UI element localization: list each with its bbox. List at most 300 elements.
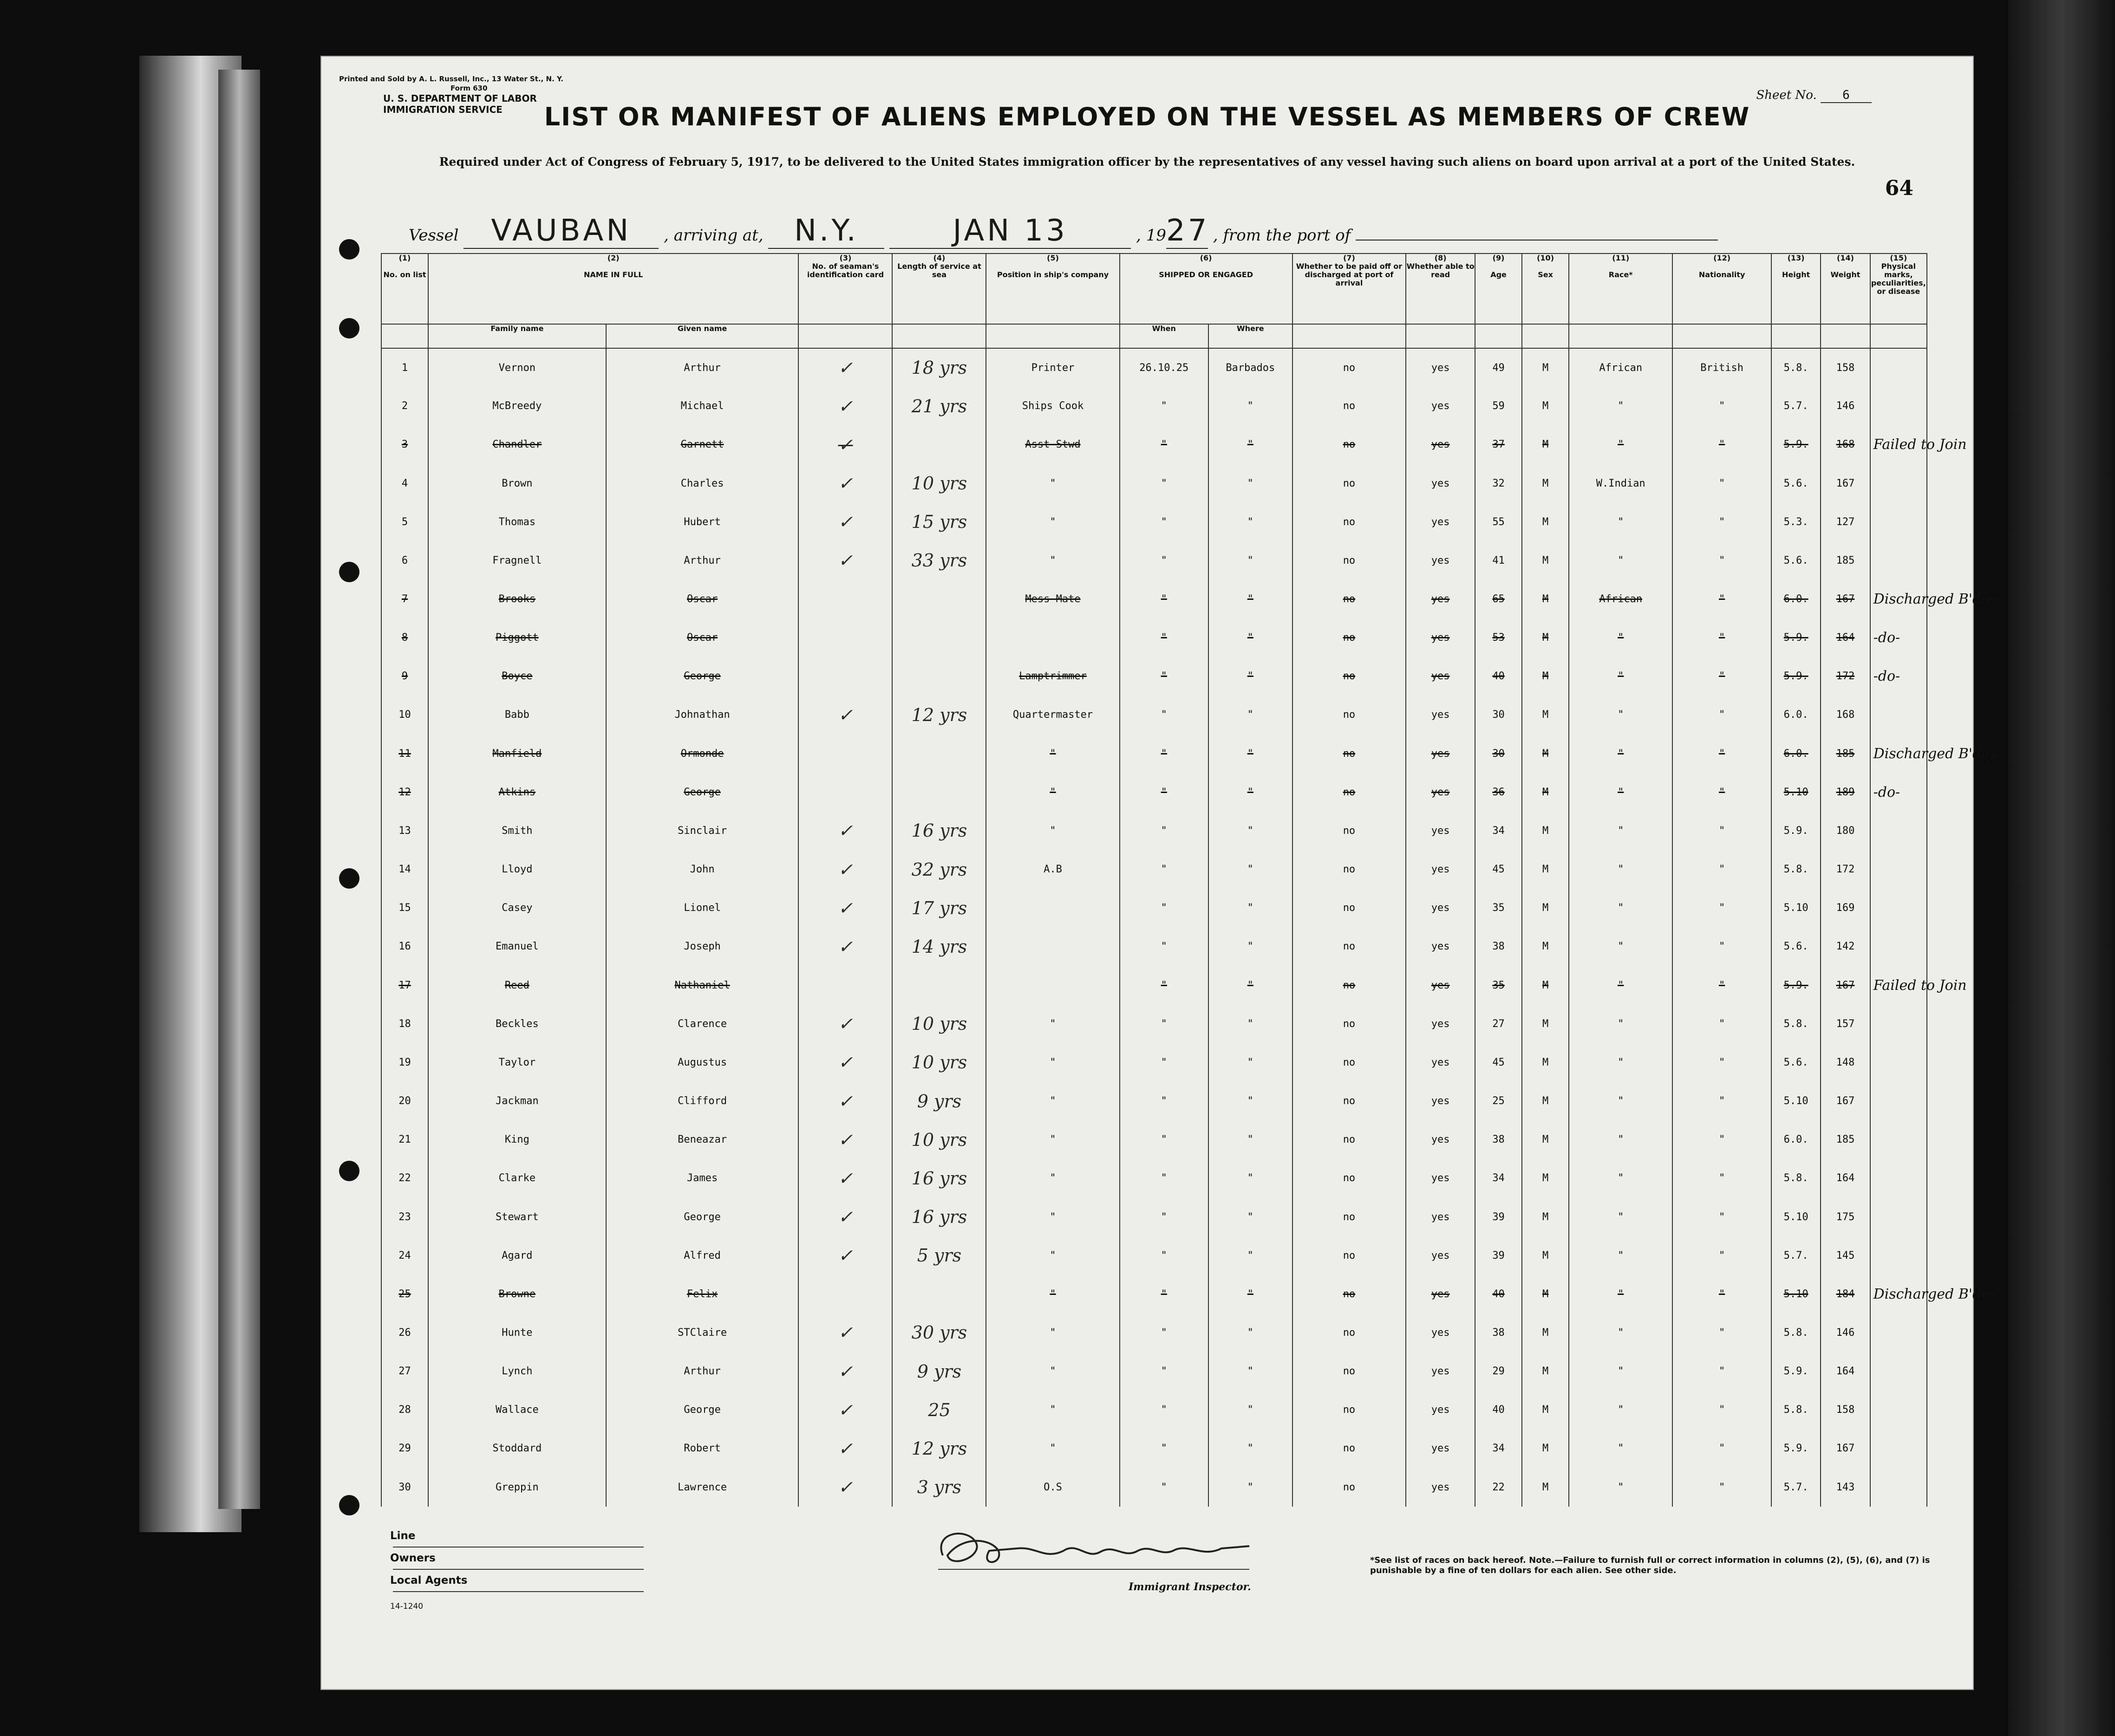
cell-age: 25 [1475,1082,1522,1120]
cell-sex: M [1522,1043,1569,1082]
cell-family-name: Boyce [428,657,606,696]
cell-remark [1870,464,1927,502]
cell-shipped-where: " [1208,1082,1292,1120]
cell-given-name: Hubert [606,503,799,541]
cell-nationality: " [1672,1120,1771,1159]
cell-age: 37 [1475,425,1522,464]
cell-service-length: 18 yrs [892,348,986,387]
cell-id-card-check [798,657,892,696]
cell-sex: M [1522,541,1569,580]
cell-height: 6.0. [1771,580,1821,618]
cell-able-to-read: yes [1406,580,1475,618]
cell-sex: M [1522,966,1569,1005]
cell-nationality: British [1672,348,1771,387]
col-seaman-id: (3) No. of seaman's identification card [798,254,892,324]
inspector-caption: Immigrant Inspector. [1129,1581,1251,1593]
punch-hole [339,1161,359,1181]
cell-paid-off: no [1292,966,1406,1005]
cell-shipped-where: " [1208,464,1292,502]
cell-age: 45 [1475,1043,1522,1082]
cell-able-to-read: yes [1406,387,1475,425]
cell-paid-off: no [1292,464,1406,502]
cell-race: " [1569,1120,1672,1159]
cell-family-name: Chandler [428,425,606,464]
cell-weight: 185 [1821,735,1870,773]
cell-service-length: 12 yrs [892,1429,986,1468]
cell-given-name: Arthur [606,1352,799,1391]
cell-height: 5.10 [1771,889,1821,927]
cell-weight: 172 [1821,657,1870,696]
cell-nationality: " [1672,657,1771,696]
cell-able-to-read: yes [1406,618,1475,657]
cell-id-card-check: ✓ [798,889,892,927]
col-when: When [1120,324,1208,348]
cell-age: 34 [1475,812,1522,850]
cell-remark [1870,1159,1927,1197]
cell-service-length: 10 yrs [892,1005,986,1043]
cell-race: " [1569,812,1672,850]
cell-shipped-when: " [1120,618,1208,657]
cell-family-name: Reed [428,966,606,1005]
cell-paid-off: no [1292,580,1406,618]
cell-able-to-read: yes [1406,773,1475,812]
cell-nationality: " [1672,618,1771,657]
cell-shipped-where: " [1208,1391,1292,1429]
cell-height: 5.7. [1771,1468,1821,1507]
cell-service-length: 16 yrs [892,1197,986,1236]
cell-row-number: 24 [381,1236,428,1275]
cell-id-card-check: ✓ [798,1391,892,1429]
col-weight: (14) Weight [1821,254,1870,324]
cell-id-card-check: ✓ [798,387,892,425]
cell-nationality: " [1672,464,1771,502]
crew-row [381,387,1927,425]
col-family-name: Family name [428,324,606,348]
cell-given-name: Garnett [606,425,799,464]
cell-sex: M [1522,1120,1569,1159]
cell-race: African [1569,348,1672,387]
cell-height: 5.6. [1771,927,1821,966]
crew-row [381,618,1927,657]
cell-race: " [1569,773,1672,812]
cell-id-card-check: ✓ [798,1043,892,1082]
cell-sex: M [1522,1391,1569,1429]
cell-remark: Failed to Join [1870,425,1927,464]
cell-nationality: " [1672,850,1771,889]
cell-height: 5.9. [1771,425,1821,464]
cell-shipped-when: " [1120,503,1208,541]
cell-row-number: 26 [381,1313,428,1352]
cell-race: " [1569,850,1672,889]
cell-shipped-when: " [1120,696,1208,734]
cell-age: 49 [1475,348,1522,387]
cell-age: 27 [1475,1005,1522,1043]
cell-row-number: 11 [381,735,428,773]
cell-nationality: " [1672,1236,1771,1275]
cell-able-to-read: yes [1406,1120,1475,1159]
cell-able-to-read: yes [1406,812,1475,850]
crew-row [381,580,1927,618]
cell-paid-off: no [1292,425,1406,464]
cell-id-card-check: ✓ [798,850,892,889]
act-text: Required under Act of Congress of February 5, 1917, to be delivered to the United States immigration officer by the representatives of any vessel having such aliens on board upon arrival at a port of the United States. [439,155,1855,169]
cell-able-to-read: yes [1406,1197,1475,1236]
cell-weight: 167 [1821,464,1870,502]
cell-height: 5.7. [1771,1236,1821,1275]
cell-shipped-when: " [1120,812,1208,850]
cell-id-card-check: ✓ [798,1468,892,1507]
cell-given-name: Sinclair [606,812,799,850]
cell-shipped-where: " [1208,889,1292,927]
cell-position: Mess Mate [986,580,1119,618]
col-name: (2) NAME IN FULL [428,254,798,324]
cell-nationality: " [1672,387,1771,425]
cell-id-card-check [798,580,892,618]
cell-position: " [986,541,1119,580]
cell-age: 39 [1475,1236,1522,1275]
cell-race: African [1569,580,1672,618]
cell-paid-off: no [1292,696,1406,734]
cell-remark: Discharged B'dos [1870,735,1927,773]
cell-service-length: 15 yrs [892,503,986,541]
cell-race: " [1569,927,1672,966]
cell-family-name: Hunte [428,1313,606,1352]
cell-remark [1870,1197,1927,1236]
cell-race: " [1569,1352,1672,1391]
cell-position: " [986,735,1119,773]
crew-row [381,1352,1927,1391]
cell-row-number: 1 [381,348,428,387]
cell-family-name: Piggott [428,618,606,657]
cell-family-name: Beckles [428,1005,606,1043]
cell-height: 5.9. [1771,1429,1821,1468]
cell-weight: 142 [1821,927,1870,966]
cell-service-length [892,966,986,1005]
cell-able-to-read: yes [1406,541,1475,580]
cell-weight: 145 [1821,1236,1870,1275]
cell-service-length: 5 yrs [892,1236,986,1275]
cell-able-to-read: yes [1406,927,1475,966]
cell-age: 38 [1475,927,1522,966]
cell-height: 5.3. [1771,503,1821,541]
cell-given-name: Joseph [606,927,799,966]
cell-shipped-where: " [1208,966,1292,1005]
cell-remark [1870,850,1927,889]
cell-able-to-read: yes [1406,503,1475,541]
cell-row-number: 23 [381,1197,428,1236]
cell-family-name: Thomas [428,503,606,541]
cell-family-name: Wallace [428,1391,606,1429]
cell-position: " [986,1429,1119,1468]
cell-service-length: 9 yrs [892,1082,986,1120]
cell-able-to-read: yes [1406,696,1475,734]
cell-age: 36 [1475,773,1522,812]
cell-position: " [986,1236,1119,1275]
cell-sex: M [1522,889,1569,927]
cell-paid-off: no [1292,1468,1406,1507]
cell-nationality: " [1672,889,1771,927]
cell-race: " [1569,1275,1672,1313]
cell-shipped-where: " [1208,927,1292,966]
form-number: 14-1240 [390,1602,424,1611]
cell-remark [1870,1043,1927,1082]
cell-age: 22 [1475,1468,1522,1507]
cell-nationality: " [1672,1429,1771,1468]
cell-age: 38 [1475,1120,1522,1159]
cell-remark [1870,1120,1927,1159]
cell-shipped-when: " [1120,1159,1208,1197]
cell-given-name: George [606,773,799,812]
cell-given-name: Nathaniel [606,966,799,1005]
cell-remark: Discharged B'dos [1870,1275,1927,1313]
cell-service-length: 21 yrs [892,387,986,425]
cell-height: 5.10 [1771,1275,1821,1313]
footnote: *See list of races on back hereof. Note.—Failure to furnish full or correct information in columns (2), (5), (6), and (7) is punishable by a fine of ten dollars for each alien. See other side. [1370,1555,1930,1575]
cell-paid-off: no [1292,850,1406,889]
cell-row-number: 10 [381,696,428,734]
cell-given-name: Ormonde [606,735,799,773]
crew-row [381,348,1927,387]
cell-id-card-check [798,966,892,1005]
col-paid-off: (7) Whether to be paid off or discharged at port of arrival [1292,254,1406,324]
cell-paid-off: no [1292,735,1406,773]
cell-family-name: Stewart [428,1197,606,1236]
cell-height: 5.10 [1771,773,1821,812]
cell-position: " [986,503,1119,541]
cell-age: 59 [1475,387,1522,425]
cell-row-number: 21 [381,1120,428,1159]
crew-row [381,657,1927,696]
col-service-length: (4) Length of service at sea [892,254,986,324]
cell-able-to-read: yes [1406,1313,1475,1352]
cell-weight: 168 [1821,425,1870,464]
cell-remark: -do- [1870,773,1927,812]
cell-paid-off: no [1292,1197,1406,1236]
cell-able-to-read: yes [1406,1391,1475,1429]
cell-shipped-where: " [1208,1005,1292,1043]
cell-sex: M [1522,696,1569,734]
cell-remark [1870,1429,1927,1468]
cell-sex: M [1522,580,1569,618]
cell-sex: M [1522,618,1569,657]
cell-race: " [1569,1429,1672,1468]
cell-family-name: Clarke [428,1159,606,1197]
cell-age: 55 [1475,503,1522,541]
cell-given-name: Clarence [606,1005,799,1043]
cell-row-number: 29 [381,1429,428,1468]
cell-given-name: Oscar [606,580,799,618]
cell-id-card-check: ✓ [798,1352,892,1391]
cell-family-name: Emanuel [428,927,606,966]
cell-able-to-read: yes [1406,1352,1475,1391]
cell-given-name: Alfred [606,1236,799,1275]
cell-position: " [986,1275,1119,1313]
cell-race: " [1569,1159,1672,1197]
cell-remark: -do- [1870,618,1927,657]
cell-weight: 167 [1821,580,1870,618]
cell-nationality: " [1672,1352,1771,1391]
cell-family-name: Brown [428,464,606,502]
cell-id-card-check: ✓ [798,696,892,734]
cell-height: 5.9. [1771,657,1821,696]
cell-given-name: George [606,1197,799,1236]
cell-remark [1870,1468,1927,1507]
cell-id-card-check: ✓ [798,812,892,850]
cell-given-name: Michael [606,387,799,425]
cell-nationality: " [1672,1275,1771,1313]
cell-position: Lamptrimmer [986,657,1119,696]
cell-paid-off: no [1292,927,1406,966]
cell-remark [1870,1313,1927,1352]
crew-row [381,541,1927,580]
cell-able-to-read: yes [1406,966,1475,1005]
cell-remark [1870,1236,1927,1275]
cell-id-card-check: ✓ [798,464,892,502]
crew-row [381,1391,1927,1429]
cell-shipped-when: " [1120,735,1208,773]
cell-service-length [892,773,986,812]
cell-nationality: " [1672,541,1771,580]
cell-service-length [892,1275,986,1313]
cell-height: 5.6. [1771,1043,1821,1082]
cell-able-to-read: yes [1406,425,1475,464]
crew-row [381,1468,1927,1507]
cell-shipped-when: " [1120,657,1208,696]
cell-row-number: 9 [381,657,428,696]
cell-id-card-check: ✓ [798,1197,892,1236]
cell-shipped-when: " [1120,850,1208,889]
cell-row-number: 13 [381,812,428,850]
cell-paid-off: no [1292,1391,1406,1429]
arrival-date: JAN 13 [889,214,1131,249]
cell-paid-off: no [1292,773,1406,812]
cell-service-length: 16 yrs [892,1159,986,1197]
col-race: (11) Race* [1569,254,1672,324]
cell-shipped-when: " [1120,889,1208,927]
cell-position [986,927,1119,966]
col-height: (13) Height [1771,254,1821,324]
cell-paid-off: no [1292,1236,1406,1275]
cell-height: 5.8. [1771,348,1821,387]
cell-weight: 146 [1821,1313,1870,1352]
cell-nationality: " [1672,773,1771,812]
cell-age: 30 [1475,696,1522,734]
cell-height: 5.7. [1771,387,1821,425]
cell-age: 34 [1475,1159,1522,1197]
col-marks: (15) Physical marks, peculiarities, or disease [1870,254,1927,324]
col-position: (5) Position in ship's company [986,254,1119,324]
cell-shipped-when: " [1120,1468,1208,1507]
cell-height: 5.8. [1771,1005,1821,1043]
cell-family-name: Jackman [428,1082,606,1120]
col-nationality: (12) Nationality [1672,254,1771,324]
cell-family-name: Casey [428,889,606,927]
cell-weight: 172 [1821,850,1870,889]
cell-row-number: 19 [381,1043,428,1082]
cell-family-name: King [428,1120,606,1159]
cell-sex: M [1522,1005,1569,1043]
cell-shipped-when: " [1120,1082,1208,1120]
cell-remark [1870,348,1927,387]
cell-family-name: Babb [428,696,606,734]
cell-family-name: Greppin [428,1468,606,1507]
cell-age: 40 [1475,657,1522,696]
cell-family-name: Browne [428,1275,606,1313]
printer-imprint: Printed and Sold by A. L. Russell, Inc., 13 Water St., N. Y. Form 630 [339,75,564,92]
cell-family-name: Agard [428,1236,606,1275]
cell-race: " [1569,657,1672,696]
cell-shipped-where: " [1208,541,1292,580]
cell-shipped-where: " [1208,735,1292,773]
cell-shipped-where: " [1208,1429,1292,1468]
cell-remark [1870,927,1927,966]
crew-row [381,464,1927,502]
cell-given-name: Felix [606,1275,799,1313]
cell-family-name: Atkins [428,773,606,812]
cell-sex: M [1522,657,1569,696]
cell-race: " [1569,1468,1672,1507]
cell-shipped-where: " [1208,1275,1292,1313]
cell-id-card-check: ✓ [798,1159,892,1197]
cell-family-name: Stoddard [428,1429,606,1468]
col-given-name: Given name [606,324,799,348]
cell-sex: M [1522,927,1569,966]
cell-able-to-read: yes [1406,1468,1475,1507]
cell-height: 5.6. [1771,464,1821,502]
cell-row-number: 16 [381,927,428,966]
cell-service-length: 30 yrs [892,1313,986,1352]
cell-given-name: Oscar [606,618,799,657]
cell-age: 41 [1475,541,1522,580]
cell-id-card-check: ✓ [798,503,892,541]
cell-shipped-when: 26.10.25 [1120,348,1208,387]
cell-row-number: 30 [381,1468,428,1507]
cell-height: 5.10 [1771,1197,1821,1236]
cell-shipped-where: " [1208,773,1292,812]
cell-position: Asst Stwd [986,425,1119,464]
cell-age: 40 [1475,1275,1522,1313]
cell-shipped-when: " [1120,927,1208,966]
col-shipped: (6) SHIPPED OR ENGAGED [1120,254,1292,324]
cell-sex: M [1522,1352,1569,1391]
cell-position: " [986,1043,1119,1082]
footer-fields: Line Owners Local Agents [390,1525,644,1592]
cell-family-name: Manfield [428,735,606,773]
crew-row [381,773,1927,812]
cell-position: " [986,812,1119,850]
cell-sex: M [1522,1159,1569,1197]
department-heading: U. S. DEPARTMENT OF LABOR IMMIGRATION SERVICE [383,93,537,115]
cell-family-name: Brooks [428,580,606,618]
cell-paid-off: no [1292,541,1406,580]
cell-given-name: Clifford [606,1082,799,1120]
cell-weight: 143 [1821,1468,1870,1507]
cell-age: 38 [1475,1313,1522,1352]
vessel-line: Vessel VAUBAN , arriving at, N.Y. JAN 13 , 1927 , from the port of [409,214,1718,249]
page-title: LIST OR MANIFEST OF ALIENS EMPLOYED ON THE VESSEL AS MEMBERS OF CREW [544,102,1750,131]
cell-row-number: 28 [381,1391,428,1429]
cell-remark [1870,696,1927,734]
cell-race: W.Indian [1569,464,1672,502]
cell-able-to-read: yes [1406,1005,1475,1043]
cell-nationality: " [1672,812,1771,850]
cell-service-length: 17 yrs [892,889,986,927]
cell-able-to-read: yes [1406,1275,1475,1313]
cell-age: 40 [1475,1391,1522,1429]
cell-paid-off: no [1292,1275,1406,1313]
cell-height: 5.8. [1771,1313,1821,1352]
cell-shipped-where: " [1208,425,1292,464]
